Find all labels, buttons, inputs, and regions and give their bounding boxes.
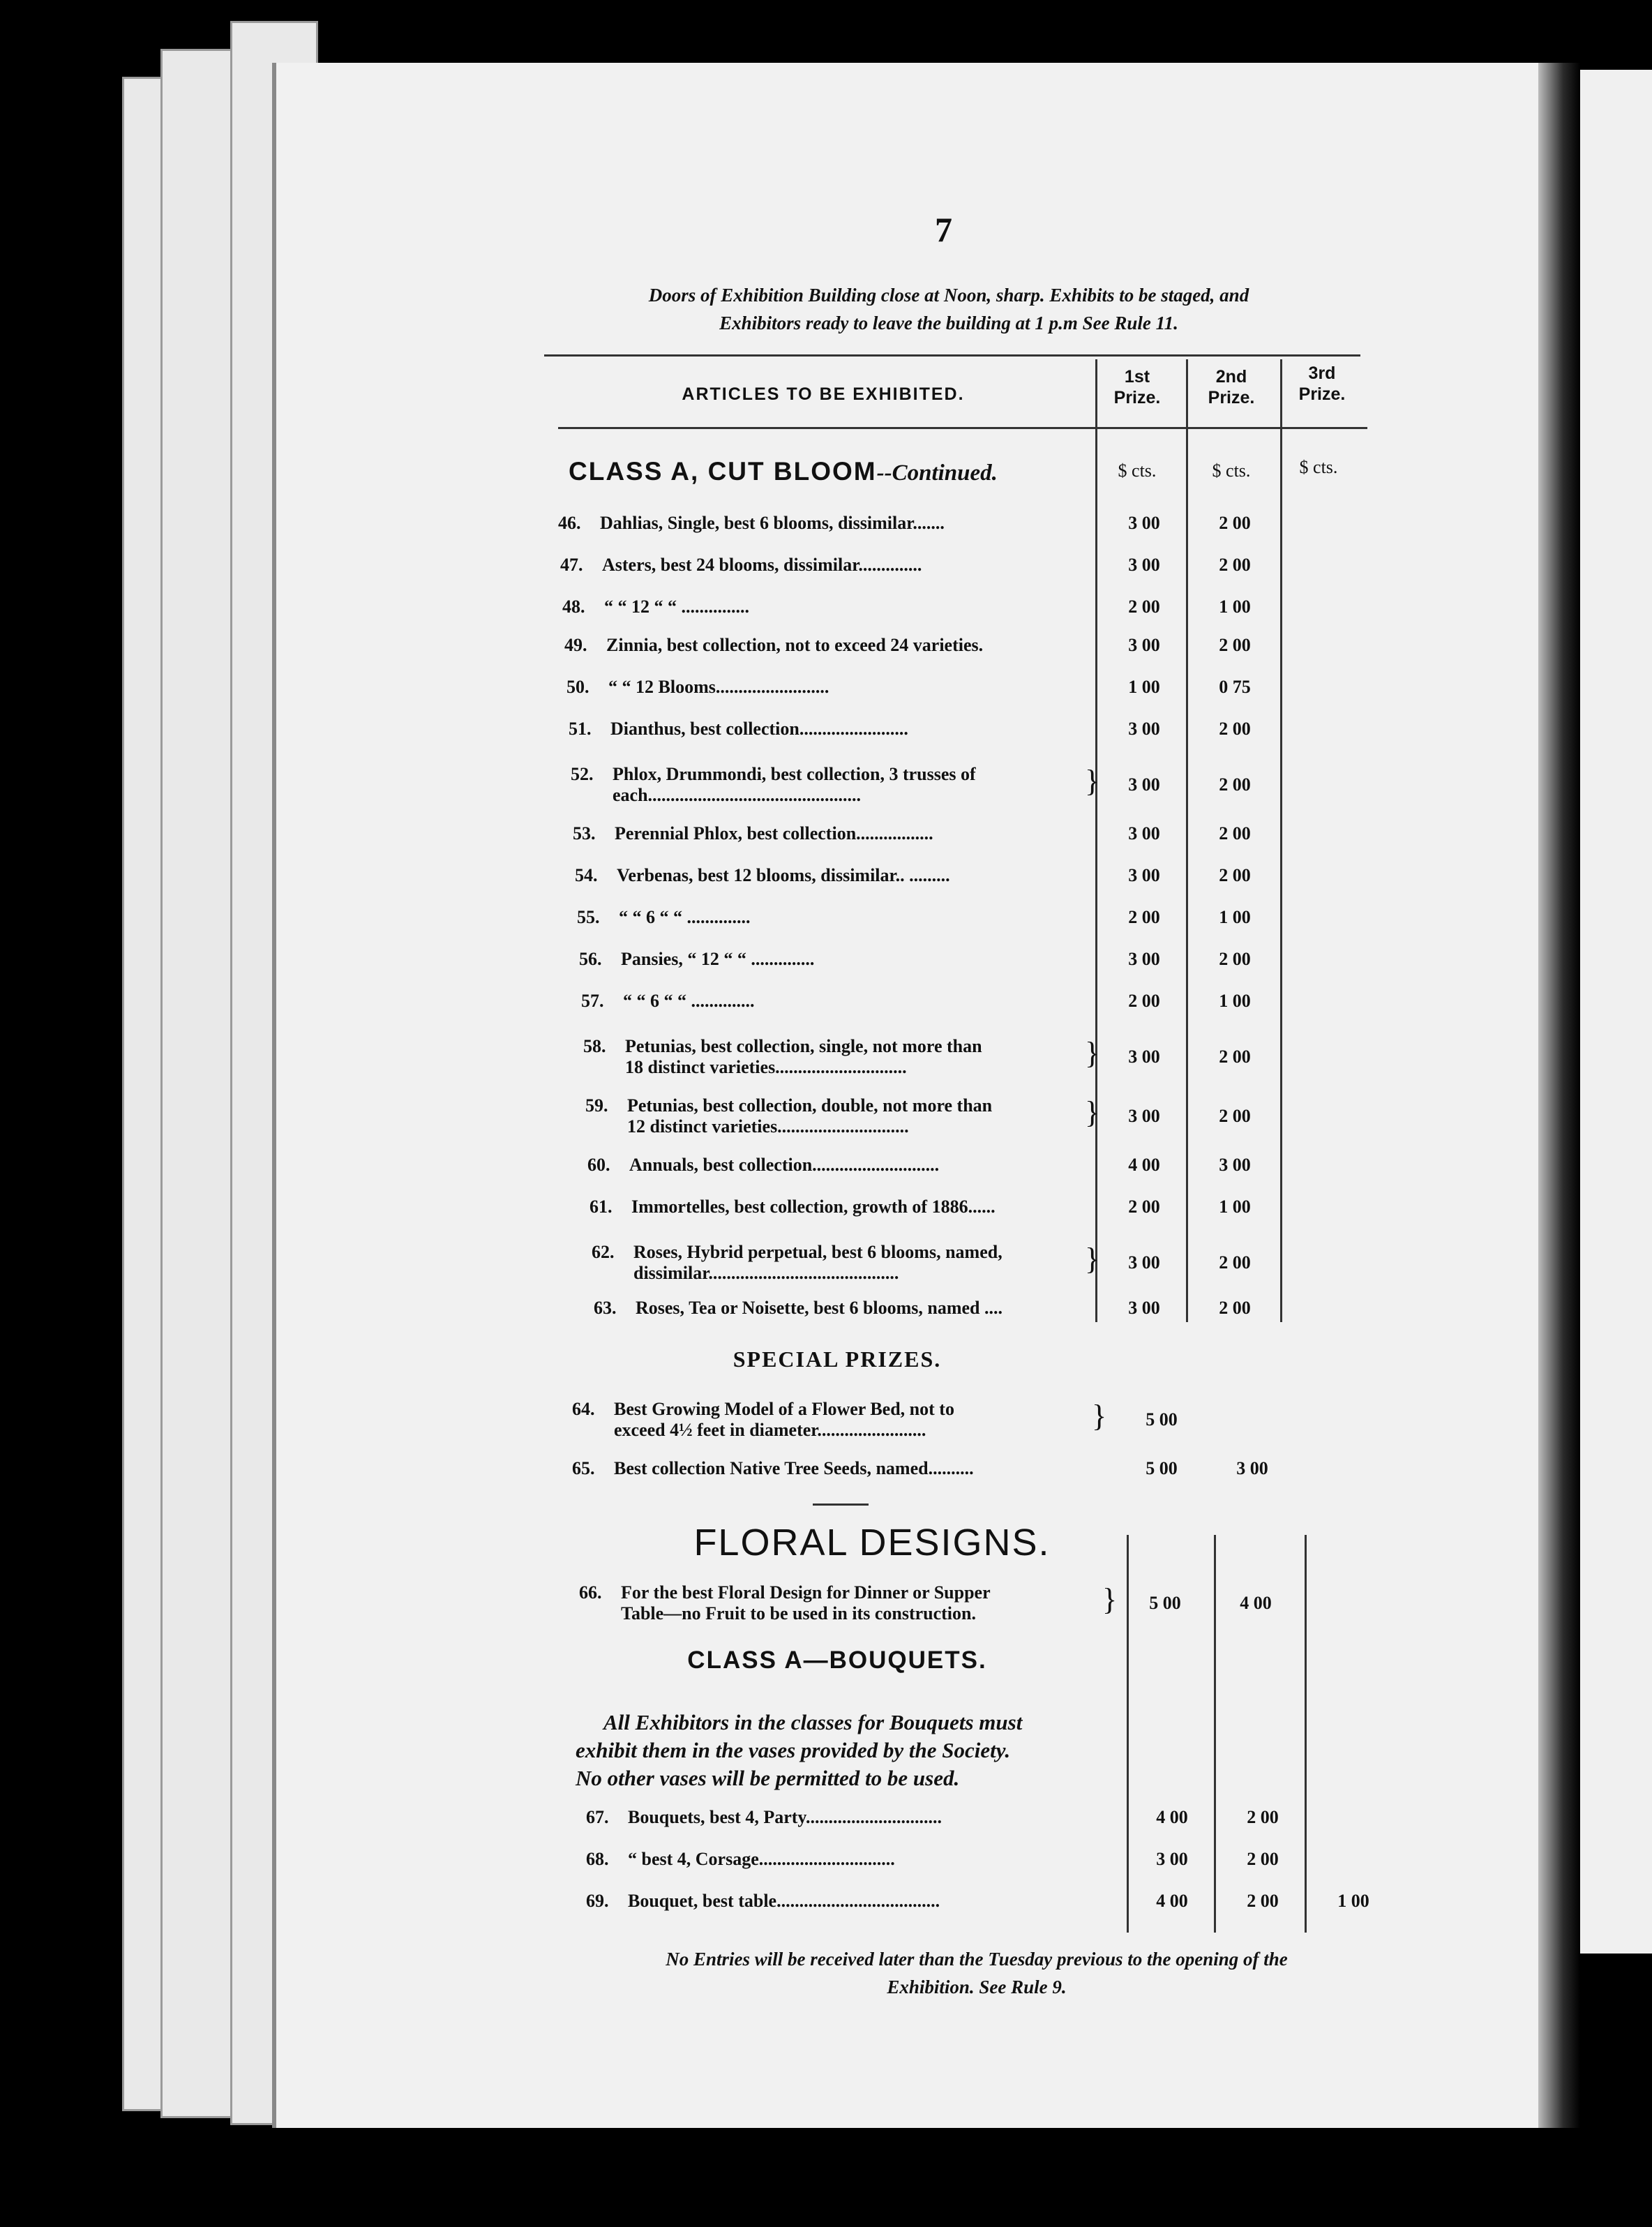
entry-text: Petunias, best collection, double, not more than — [627, 1095, 993, 1116]
entry-text-continued: dissimilar.......................................... — [633, 1263, 899, 1283]
section-divider — [813, 1504, 869, 1506]
floral-text: For the best Floral Design for Dinner or Supper — [621, 1582, 991, 1603]
column-header-articles: ARTICLES TO BE EXHIBITED. — [682, 384, 965, 404]
entry-text: Annuals, best collection............................ — [629, 1155, 940, 1175]
special-number: 65. — [572, 1458, 595, 1478]
entry-prize-1: 2 00 — [1128, 907, 1160, 927]
floral-brace: } — [1102, 1582, 1118, 1617]
bouquet-text: “ best 4, Corsage.............................. — [628, 1849, 895, 1869]
entry-text: “ “ 6 “ “ .............. — [623, 991, 755, 1011]
entry-prize-2: 0 75 — [1219, 677, 1251, 697]
unit-second: $ cts. — [1212, 460, 1251, 481]
entry-text-continued: 12 distinct varieties............................. — [627, 1116, 909, 1137]
notice-bottom-line-1: No Entries will be received later than the Tuesday previous to the opening of the — [666, 1949, 1288, 1970]
floral-designs-heading: FLORAL DESIGNS. — [693, 1522, 1051, 1564]
special-text: Best collection Native Tree Seeds, named.......... — [614, 1458, 974, 1478]
column-divider-2 — [1186, 359, 1188, 1322]
entry-row — [575, 865, 950, 886]
bouquet-prize-1: 4 00 — [1156, 1891, 1188, 1911]
entry-prize-2: 2 00 — [1219, 774, 1251, 795]
entry-prize-1: 3 00 — [1128, 1252, 1160, 1273]
floral-row — [579, 1582, 991, 1624]
entry-prize-1: 3 00 — [1128, 555, 1160, 575]
unit-first: $ cts. — [1118, 460, 1157, 481]
entry-prize-1: 3 00 — [1128, 635, 1160, 655]
column-header-third-line-2: Prize. — [1298, 384, 1346, 404]
entry-text: Perennial Phlox, best collection................. — [615, 823, 933, 843]
entry-prize-1: 3 00 — [1128, 1298, 1160, 1318]
entry-prize-1: 3 00 — [1128, 719, 1160, 739]
page-number: 7 — [935, 210, 952, 249]
entry-row — [569, 719, 908, 740]
entry-number: 48. — [562, 597, 585, 617]
bouquet-note-line-1: All Exhibitors in the classes for Bouquets must — [603, 1710, 1023, 1734]
entry-number: 49. — [564, 635, 587, 655]
special-brace: } — [1092, 1399, 1107, 1433]
class-cut-bloom-heading — [569, 457, 998, 486]
entry-text: Immortelles, best collection, growth of 1886...... — [631, 1197, 996, 1217]
entry-prize-2: 2 00 — [1219, 513, 1251, 533]
entry-number: 53. — [573, 823, 596, 843]
bouquet-note-line-3: No other vases will be permitted to be used. — [576, 1766, 960, 1790]
entry-brace: } — [1085, 1242, 1100, 1276]
bouquet-row — [586, 1891, 940, 1912]
entry-number: 63. — [594, 1298, 617, 1318]
special-prize-1: 5 00 — [1146, 1409, 1178, 1430]
column-divider-lower-1 — [1127, 1535, 1129, 1933]
entry-row — [573, 823, 933, 844]
entry-prize-1: 3 00 — [1128, 513, 1160, 533]
entry-row — [562, 597, 749, 617]
entry-number: 51. — [569, 719, 592, 739]
special-row — [572, 1399, 954, 1441]
entry-row — [571, 764, 976, 806]
entry-text: Petunias, best collection, single, not more than — [625, 1036, 982, 1056]
column-divider-1 — [1095, 359, 1097, 1322]
entry-row — [583, 1036, 982, 1078]
bouquet-note-line-2: exhibit them in the vases provided by the Society. — [576, 1738, 1011, 1762]
entry-prize-2: 2 00 — [1219, 635, 1251, 655]
entry-row — [592, 1242, 1003, 1284]
entry-prize-2: 1 00 — [1219, 907, 1251, 927]
header-bottom-rule — [558, 427, 1367, 429]
entry-number: 57. — [581, 991, 604, 1011]
entry-text: Asters, best 24 blooms, dissimilar.............. — [602, 555, 922, 575]
special-text-continued: exceed 4½ feet in diameter........................ — [614, 1420, 926, 1440]
entry-prize-2: 1 00 — [1219, 991, 1251, 1011]
bouquet-row — [586, 1807, 942, 1828]
notice-top-line-1: Doors of Exhibition Building close at Noon, sharp. Exhibits to be staged, and — [648, 285, 1249, 306]
entry-prize-1: 2 00 — [1128, 1197, 1160, 1217]
entry-row — [587, 1155, 939, 1176]
entry-text: “ “ 12 “ “ ............... — [604, 597, 749, 617]
entry-prize-2: 1 00 — [1219, 597, 1251, 617]
entry-prize-1: 3 00 — [1128, 865, 1160, 885]
entry-number: 59. — [585, 1095, 608, 1116]
entry-prize-1: 3 00 — [1128, 1047, 1160, 1067]
entry-prize-2: 2 00 — [1219, 1298, 1251, 1318]
entry-text: Zinnia, best collection, not to exceed 24 varieties. — [606, 635, 984, 655]
column-header-third-line-1: 3rd — [1308, 363, 1336, 383]
entry-text-continued: each............................................... — [613, 785, 862, 805]
column-header-second-line-1: 2nd — [1215, 367, 1247, 387]
entry-prize-1: 1 00 — [1128, 677, 1160, 697]
page-gutter-shadow — [1538, 63, 1580, 2128]
unit-third: $ cts. — [1299, 457, 1338, 477]
floral-text-continued: Table—no Fruit to be used in its construction. — [621, 1603, 976, 1624]
column-header-first-line-2: Prize. — [1113, 388, 1161, 407]
bouquet-number: 68. — [586, 1849, 609, 1869]
entry-text: “ “ 6 “ “ .............. — [619, 907, 751, 927]
entry-brace: } — [1085, 1036, 1100, 1070]
entry-number: 47. — [560, 555, 583, 575]
special-prizes-heading: SPECIAL PRIZES. — [733, 1347, 942, 1372]
bouquet-prize-2: 2 00 — [1247, 1849, 1279, 1869]
bouquet-number: 69. — [586, 1891, 609, 1911]
bouquets-heading: CLASS A—BOUQUETS. — [687, 1647, 987, 1674]
entry-row — [558, 513, 945, 534]
entry-prize-2: 2 00 — [1219, 719, 1251, 739]
class-cut-bloom-title: CLASS A, CUT BLOOM — [569, 457, 877, 486]
next-page-edge — [1580, 70, 1652, 1954]
special-row — [572, 1458, 974, 1479]
bouquet-number: 67. — [586, 1807, 609, 1827]
entry-text: Pansies, “ 12 “ “ .............. — [621, 949, 815, 969]
entry-brace: } — [1085, 1095, 1100, 1130]
bouquet-prize-2: 2 00 — [1247, 1891, 1279, 1911]
entry-row — [594, 1298, 1003, 1319]
notice-top-line-2: Exhibitors ready to leave the building at 1 p.m See Rule 11. — [719, 313, 1178, 333]
entry-prize-1: 4 00 — [1128, 1155, 1160, 1175]
notice-bottom-line-2: Exhibition. See Rule 9. — [887, 1977, 1067, 1997]
bouquet-prize-1: 3 00 — [1156, 1849, 1188, 1869]
bouquet-text: Bouquet, best table.................................... — [628, 1891, 940, 1911]
column-divider-3 — [1280, 359, 1282, 1322]
entry-prize-1: 2 00 — [1128, 597, 1160, 617]
entry-prize-2: 2 00 — [1219, 823, 1251, 843]
special-prize-2: 3 00 — [1236, 1458, 1268, 1478]
column-divider-lower-2 — [1214, 1535, 1216, 1933]
entry-row — [564, 635, 983, 656]
entry-row — [560, 555, 922, 576]
bouquet-prize-3: 1 00 — [1337, 1891, 1369, 1911]
entry-text: Roses, Tea or Noisette, best 6 blooms, named .... — [636, 1298, 1003, 1318]
entry-brace: } — [1085, 764, 1100, 798]
floral-number: 66. — [579, 1582, 602, 1603]
entry-prize-2: 3 00 — [1219, 1155, 1251, 1175]
entry-number: 50. — [566, 677, 590, 697]
entry-text-continued: 18 distinct varieties............................. — [625, 1057, 907, 1077]
column-divider-lower-3 — [1305, 1535, 1307, 1933]
entry-row — [585, 1095, 992, 1137]
entry-row — [566, 677, 829, 698]
bouquet-prize-2: 2 00 — [1247, 1807, 1279, 1827]
floral-prize-2: 4 00 — [1240, 1593, 1272, 1613]
column-header-second-line-2: Prize. — [1208, 388, 1255, 407]
entry-number: 54. — [575, 865, 598, 885]
entry-number: 62. — [592, 1242, 615, 1262]
bouquet-row — [586, 1849, 895, 1870]
entry-row — [590, 1197, 996, 1217]
entry-prize-2: 2 00 — [1219, 555, 1251, 575]
entry-number: 61. — [590, 1197, 613, 1217]
entry-prize-1: 3 00 — [1128, 1106, 1160, 1126]
entry-prize-1: 3 00 — [1128, 949, 1160, 969]
special-number: 64. — [572, 1399, 595, 1419]
entry-prize-2: 2 00 — [1219, 1047, 1251, 1067]
entry-number: 58. — [583, 1036, 606, 1056]
entry-number: 55. — [577, 907, 600, 927]
header-top-rule — [544, 354, 1360, 357]
entry-prize-1: 2 00 — [1128, 991, 1160, 1011]
bouquet-prize-1: 4 00 — [1156, 1807, 1188, 1827]
entry-number: 60. — [587, 1155, 610, 1175]
entry-number: 52. — [571, 764, 594, 784]
entry-text: Dahlias, Single, best 6 blooms, dissimilar....... — [600, 513, 945, 533]
column-header-first-line-1: 1st — [1124, 367, 1150, 387]
special-prize-1: 5 00 — [1146, 1458, 1178, 1478]
special-text: Best Growing Model of a Flower Bed, not to — [614, 1399, 954, 1419]
entry-text: “ “ 12 Blooms......................... — [608, 677, 829, 697]
entry-text: Roses, Hybrid perpetual, best 6 blooms, named, — [633, 1242, 1003, 1262]
entry-text: Dianthus, best collection........................ — [610, 719, 908, 739]
entry-prize-2: 2 00 — [1219, 1106, 1251, 1126]
entry-prize-2: 2 00 — [1219, 949, 1251, 969]
entry-row — [579, 949, 814, 970]
entry-prize-1: 3 00 — [1128, 823, 1160, 843]
entry-text: Phlox, Drummondi, best collection, 3 trusses of — [613, 764, 976, 784]
entry-text: Verbenas, best 12 blooms, dissimilar.. ......... — [617, 865, 950, 885]
entry-number: 56. — [579, 949, 602, 969]
entry-number: 46. — [558, 513, 581, 533]
entry-prize-1: 3 00 — [1128, 774, 1160, 795]
entry-prize-2: 2 00 — [1219, 1252, 1251, 1273]
entry-prize-2: 2 00 — [1219, 865, 1251, 885]
entry-prize-2: 1 00 — [1219, 1197, 1251, 1217]
entry-row — [581, 991, 755, 1012]
entry-row — [577, 907, 751, 928]
bouquet-text: Bouquets, best 4, Party.............................. — [628, 1807, 942, 1827]
class-cut-bloom-continued: --Continued. — [876, 460, 998, 486]
floral-prize-1: 5 00 — [1149, 1593, 1181, 1613]
